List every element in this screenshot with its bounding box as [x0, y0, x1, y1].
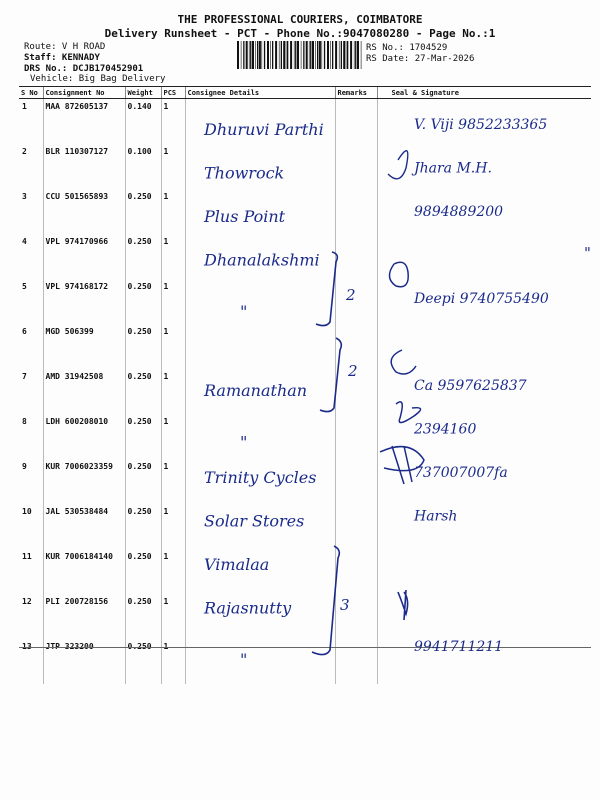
consignee-cell [185, 414, 335, 459]
handwritten-consignee: Plus Point [204, 207, 286, 226]
sno-cell: 7 [22, 372, 27, 381]
remarks-cell [335, 144, 377, 189]
group-count: 2 [348, 362, 358, 380]
pcs-cell: 1 [161, 279, 185, 324]
signature-cell [377, 234, 591, 279]
consignment-cell: MAA 872605137 [43, 99, 125, 145]
col-signature-header: Seal & Signature [377, 87, 591, 99]
table-row [19, 324, 591, 369]
runsheet-table [19, 86, 591, 684]
consignee-cell [185, 144, 335, 189]
table-row [19, 369, 591, 414]
group-count: 2 [346, 286, 356, 304]
consignee-cell [185, 594, 335, 639]
signature-cell [377, 189, 591, 234]
consignee-cell [185, 459, 335, 504]
col-consignment-header: Consignment No [43, 87, 125, 99]
table-row [19, 279, 591, 324]
pcs-cell: 1 [161, 369, 185, 414]
sno-cell: 3 [22, 192, 27, 201]
runsheet-subtitle: Delivery Runsheet - PCT - Phone No.:9047080280 - Page No.:1 [104, 27, 496, 40]
remarks-cell [335, 324, 377, 369]
table-row [19, 234, 591, 279]
signature-cell [377, 639, 591, 684]
handwritten-consignee: Rajasnutty [204, 598, 292, 618]
pcs-cell: 1 [161, 189, 185, 234]
handwritten-consignee: Trinity Cycles [204, 468, 317, 487]
weight-cell: 0.250 [125, 324, 161, 369]
consignee-cell [185, 99, 335, 145]
route-label: Route: V H ROAD [24, 42, 106, 52]
pcs-cell: 1 [161, 549, 185, 594]
col-consignee-header: Consignee Details [185, 87, 335, 99]
col-sno-header: S No [19, 87, 43, 99]
consignment-cell: CCU 501565893 [43, 189, 125, 234]
handwritten-consignee: Dhuruvi Parthi [204, 120, 324, 139]
consignment-cell: JTP 323200 [43, 639, 125, 684]
table-bottom-rule [19, 647, 591, 648]
group-count: 3 [340, 596, 350, 614]
signature-cell [377, 279, 591, 324]
table-row [19, 189, 591, 234]
weight-cell: 0.250 [125, 279, 161, 324]
company-title: THE PROFESSIONAL COURIERS, COIMBATORE [177, 13, 423, 26]
consignment-cell: JAL 530538484 [43, 504, 125, 549]
handwritten-consignee: " [240, 302, 248, 321]
handwritten-consignee: Vimalaa [204, 555, 270, 574]
signature-cell [377, 594, 591, 639]
weight-cell: 0.250 [125, 459, 161, 504]
pcs-cell: 1 [161, 99, 185, 145]
sno-cell: 4 [22, 237, 27, 246]
table-row [19, 459, 591, 504]
handwritten-consignee: Ramanathan [204, 381, 308, 400]
sno-cell: 11 [22, 552, 32, 561]
table-header-row [19, 87, 591, 99]
weight-cell: 0.100 [125, 144, 161, 189]
rs-date: RS Date: 27-Mar-2026 [366, 54, 475, 64]
consignment-cell: LDH 600208010 [43, 414, 125, 459]
signature-cell [377, 324, 591, 369]
remarks-cell [335, 234, 377, 279]
weight-cell: 0.250 [125, 639, 161, 684]
pcs-cell: 1 [161, 414, 185, 459]
consignee-cell [185, 549, 335, 594]
sno-cell: 6 [22, 327, 27, 336]
table-row [19, 99, 591, 145]
remarks-cell [335, 189, 377, 234]
signature-cell [377, 369, 591, 414]
handwritten-consignee: " [240, 650, 248, 669]
pcs-cell: 1 [161, 504, 185, 549]
handwritten-signature: Harsh [414, 508, 458, 525]
consignment-cell: KUR 7006184140 [43, 549, 125, 594]
signature-cell [377, 549, 591, 594]
table-row [19, 549, 591, 594]
sno-cell: 12 [22, 597, 32, 606]
pcs-cell: 1 [161, 639, 185, 684]
handwritten-signature: Ca 9597625837 [414, 378, 527, 394]
table-row [19, 594, 591, 639]
handwritten-consignee: Solar Stores [204, 511, 305, 531]
weight-cell: 0.250 [125, 234, 161, 279]
handwritten-signature: 737007007fa [414, 465, 508, 481]
col-weight-header: Weight [125, 87, 161, 99]
handwritten-signature: Deepi 9740755490 [414, 291, 549, 307]
pcs-cell: 1 [161, 234, 185, 279]
consignment-cell: AMD 31942508 [43, 369, 125, 414]
ditto-mark: " [584, 244, 591, 262]
signature-cell [377, 459, 591, 504]
drs-number: DRS No.: DCJB170452901 [24, 64, 144, 74]
weight-cell: 0.250 [125, 504, 161, 549]
consignment-cell: VPL 974168172 [43, 279, 125, 324]
handwritten-signature: 9894889200 [414, 204, 504, 220]
rs-number: RS No.: 1704529 [366, 43, 448, 53]
signature-cell [377, 414, 591, 459]
pcs-cell: 1 [161, 324, 185, 369]
remarks-cell [335, 414, 377, 459]
consignment-cell: VPL 974170966 [43, 234, 125, 279]
sno-cell: 13 [22, 642, 32, 651]
pcs-cell: 1 [161, 459, 185, 504]
handwritten-consignee: Thowrock [204, 163, 285, 183]
weight-cell: 0.250 [125, 189, 161, 234]
handwritten-signature: 2394160 [414, 421, 477, 438]
barcode-image [237, 41, 362, 69]
consignee-cell [185, 189, 335, 234]
weight-cell: 0.250 [125, 594, 161, 639]
handwritten-consignee: " [240, 432, 248, 452]
remarks-cell [335, 459, 377, 504]
consignment-cell: KUR 7006023359 [43, 459, 125, 504]
consignment-cell: BLR 110307127 [43, 144, 125, 189]
sno-cell: 2 [22, 147, 27, 156]
sno-cell: 8 [22, 417, 27, 426]
sno-cell: 10 [22, 507, 32, 516]
remarks-cell [335, 99, 377, 145]
table-row [19, 504, 591, 549]
weight-cell: 0.250 [125, 549, 161, 594]
staff-label: Staff: KENNADY [24, 53, 100, 63]
weight-cell: 0.140 [125, 99, 161, 145]
col-pcs-header: PCS [161, 87, 185, 99]
handwritten-signature: V. Viji 9852233365 [414, 117, 548, 133]
consignment-cell: MGD 506399 [43, 324, 125, 369]
remarks-cell [335, 504, 377, 549]
handwritten-signature: 9941711211 [414, 639, 504, 655]
vehicle-label: Vehicle: Big Bag Delivery [30, 74, 166, 84]
sno-cell: 5 [22, 282, 27, 291]
remarks-cell [335, 639, 377, 684]
signature-cell [377, 99, 591, 145]
consignee-cell [185, 369, 335, 414]
weight-cell: 0.250 [125, 369, 161, 414]
table-row [19, 144, 591, 189]
consignee-cell [185, 279, 335, 324]
table-row [19, 414, 591, 459]
col-remarks-header: Remarks [335, 87, 377, 99]
sno-cell: 9 [22, 462, 27, 471]
consignment-cell: PLI 200728156 [43, 594, 125, 639]
remarks-cell [335, 279, 377, 324]
table-row [19, 639, 591, 684]
consignee-cell [185, 324, 335, 369]
consignee-cell [185, 504, 335, 549]
handwritten-signature: Jhara M.H. [414, 160, 492, 177]
signature-cell [377, 504, 591, 549]
sno-cell: 1 [22, 102, 27, 111]
pcs-cell: 1 [161, 144, 185, 189]
remarks-cell [335, 369, 377, 414]
remarks-cell [335, 594, 377, 639]
remarks-cell [335, 549, 377, 594]
signature-cell [377, 144, 591, 189]
consignee-cell [185, 639, 335, 684]
weight-cell: 0.250 [125, 414, 161, 459]
consignee-cell [185, 234, 335, 279]
handwritten-consignee: Dhanalakshmi [204, 250, 320, 270]
pcs-cell: 1 [161, 594, 185, 639]
